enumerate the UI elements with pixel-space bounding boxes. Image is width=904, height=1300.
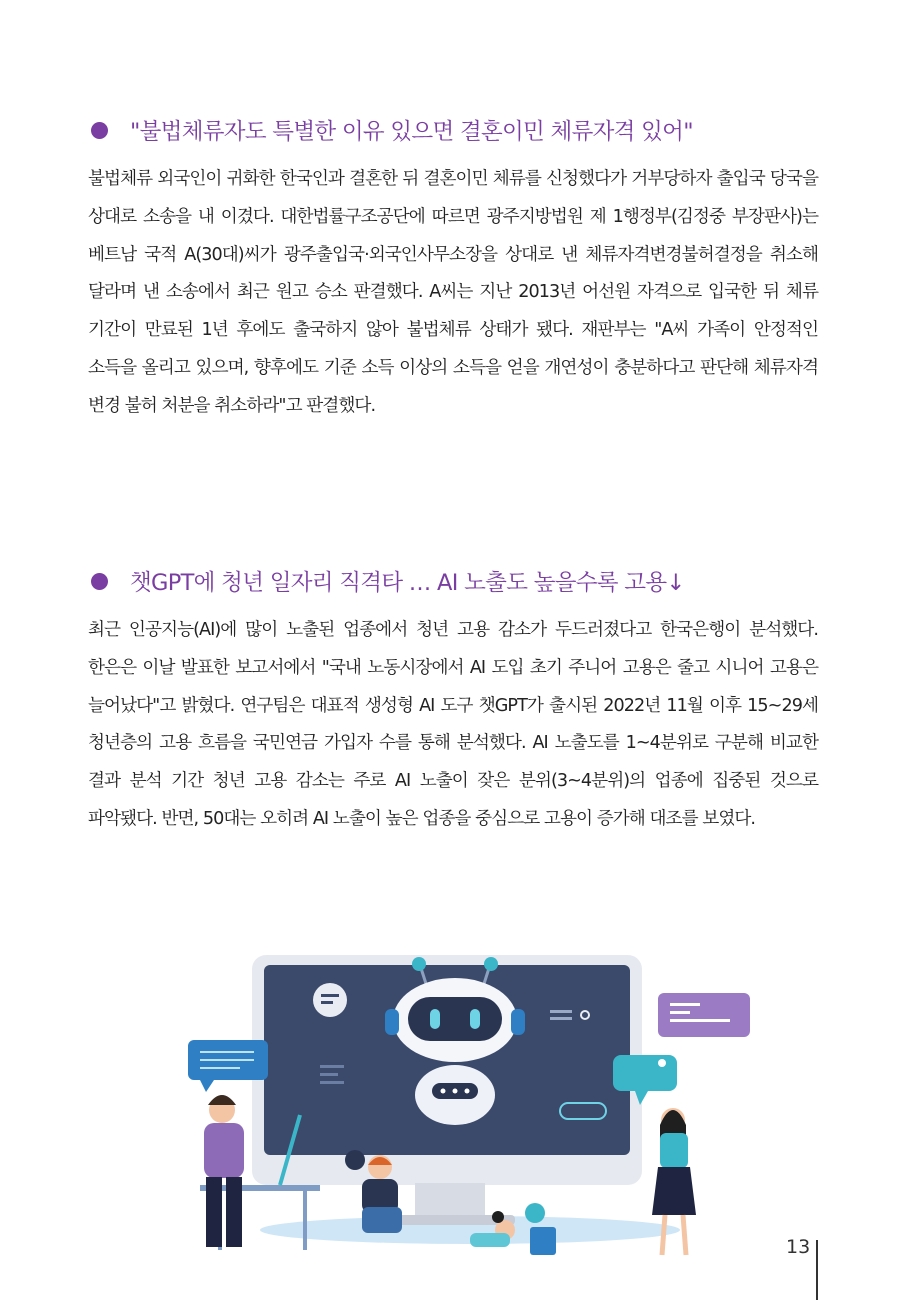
section-body: 불법체류 외국인이 귀화한 한국인과 결혼한 뒤 결혼이민 체류를 신청했다가 거부당하자 출입국 당국을 상대로 소송을 내 이겼다. 대한법률구조공단에 따르면 광주지방법원 제 1행정부(김정중 부장판사)는 베트남 국적 A(30대)씨가 광주출입국·외국인사무소장을 상대로 낸 체류자격변경불허결정을 취소해 달라며 낸 소송에서 최근 원고 승소 판결했다. A씨는 지난 2013년 어선원 자격으로 입국한 뒤 체류 기간이 만료된 1년 후에도 출국하지 않아 불법체류 상태가 됐다. 재판부는 "A씨 가족이 안정적인 소득을 올리고 있으며, 향후에도 기준 소득 이상의 소득을 얻을 개연성이 충분하다고 판단해 체류자격 변경 불허 처분을 취소하라"고 판결했다. bbox=[88, 169, 818, 416]
section-title: "불법체류자도 특별한 이유 있으면 결혼이민 체류자격 있어" bbox=[130, 119, 693, 145]
antenna-tip-icon bbox=[484, 957, 498, 971]
section-heading bbox=[88, 564, 818, 598]
bullet-icon bbox=[91, 122, 108, 139]
message-card-icon bbox=[658, 993, 750, 1037]
page-divider bbox=[816, 1240, 818, 1300]
tablet bbox=[530, 1227, 556, 1255]
monitor-stand bbox=[415, 1183, 485, 1219]
section-title: 챗GPT에 청년 일자리 직격타 … AI 노출도 높을수록 고용↓ bbox=[130, 570, 685, 596]
article-section-1 bbox=[88, 113, 818, 426]
antenna-tip-icon bbox=[412, 957, 426, 971]
chat-bubble-icon bbox=[525, 1203, 545, 1223]
person-torso bbox=[660, 1133, 688, 1168]
section-body: 최근 인공지능(AI)에 많이 노출된 업종에서 청년 고용 감소가 두드러졌다고 한국은행이 분석했다. 한은은 이날 발표한 보고서에서 "국내 노동시장에서 AI 도입 초기 주니어 고용은 줄고 시니어 고용은 늘어났다"고 밝혔다. 연구팀은 대표적 생성형 AI 도구 챗GPT가 출시된 2022년 11월 이후 15~29세 청년층의 고용 흐름을 국민연금 가입자 수를 통해 분석했다. AI 노출도를 1~4분위로 구분해 비교한 결과 분석 기간 청년 고용 감소는 주로 AI 노출이 잦은 분위(3~4분위)의 업종에 집중된 것으로 파악됐다. 반면, 50대는 오히려 AI 노출이 높은 업종을 중심으로 고용이 증가해 대조를 보였다. bbox=[88, 620, 818, 829]
ai-robot-illustration bbox=[180, 945, 760, 1275]
section-heading bbox=[88, 113, 818, 147]
robot-eye-icon bbox=[470, 1009, 480, 1029]
robot-eye-icon bbox=[430, 1009, 440, 1029]
person-torso bbox=[204, 1123, 244, 1178]
chat-bubble-icon bbox=[313, 983, 347, 1017]
article-section-2 bbox=[88, 564, 818, 839]
image-card-icon bbox=[613, 1055, 677, 1091]
page-number: 13 bbox=[786, 1236, 811, 1258]
chat-bubble-icon bbox=[345, 1150, 365, 1170]
bullet-icon bbox=[91, 573, 108, 590]
